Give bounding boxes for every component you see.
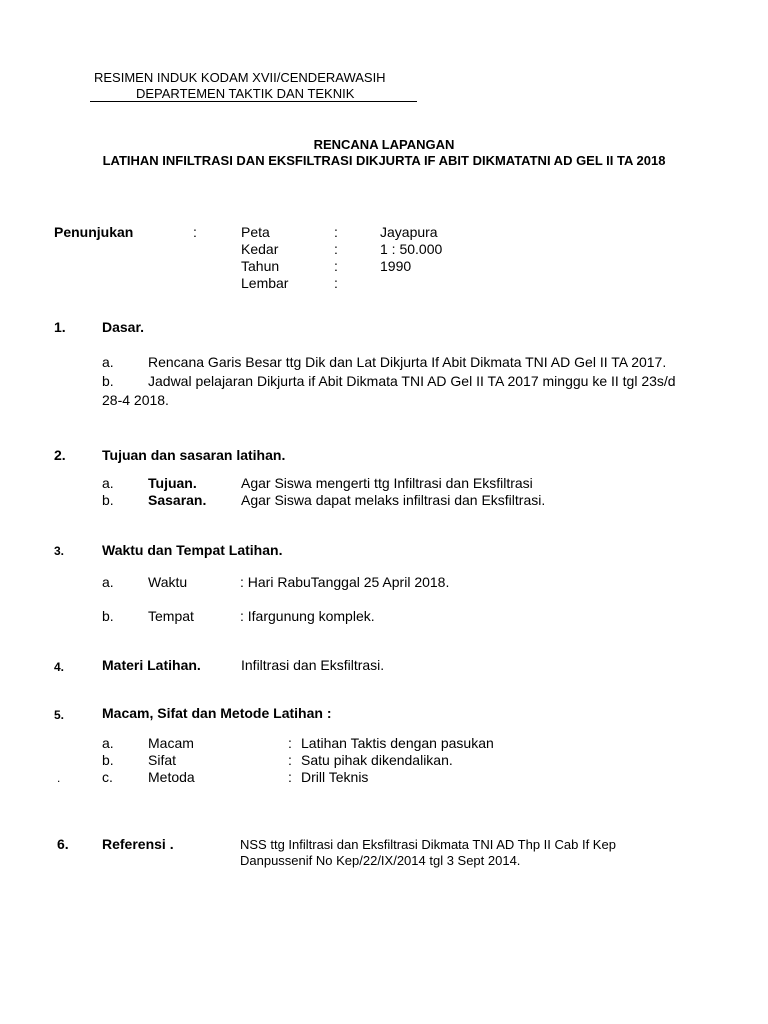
section-5a-letter: a. (102, 735, 114, 751)
section-4-number: 4. (54, 660, 65, 674)
section-1a-text: Rencana Garis Besar ttg Dik dan Lat Dikjurta If Abit Dikmata TNI AD Gel II TA 2017. (148, 354, 667, 370)
section-2b-text: Agar Siswa dapat melaks infiltrasi dan Eksfiltrasi. (241, 492, 546, 508)
section-4-title: Materi Latihan. (102, 657, 201, 673)
penunjukan-colon: : (193, 224, 197, 240)
peta-colon: : (334, 224, 338, 240)
tahun-label: Tahun (241, 258, 280, 274)
section-3b-letter: b. (102, 608, 114, 624)
section-3a-label: Waktu (148, 574, 188, 590)
header-underline (90, 101, 417, 102)
tahun-colon: : (334, 258, 338, 274)
lembar-colon: : (334, 275, 338, 291)
section-5a-colon: : (288, 735, 292, 751)
stray-dot: . (57, 771, 61, 785)
section-3-number: 3. (54, 544, 65, 558)
org-line-2: DEPARTEMEN TAKTIK DAN TEKNIK (136, 86, 355, 101)
lembar-label: Lembar (241, 275, 289, 291)
section-5b-colon: : (288, 752, 292, 768)
section-5a-label: Macam (148, 735, 194, 751)
section-6-number: 6. (57, 836, 69, 852)
section-2a-letter: a. (102, 475, 114, 491)
section-2-number: 2. (54, 447, 66, 463)
section-6-text-1: NSS ttg Infiltrasi dan Eksfiltrasi Dikmata TNI AD Thp II Cab If Kep (240, 837, 616, 852)
kedar-colon: : (334, 241, 338, 257)
section-1b-letter: b. (102, 373, 114, 389)
penunjukan-label: Penunjukan (54, 224, 134, 240)
kedar-label: Kedar (241, 241, 279, 257)
section-1-title: Dasar. (102, 319, 145, 335)
doc-title: RENCANA LAPANGAN (313, 137, 455, 152)
peta-label: Peta (241, 224, 270, 240)
section-5c-colon: : (288, 769, 292, 785)
kedar-value: 1 : 50.000 (380, 241, 443, 257)
section-3-title: Waktu dan Tempat Latihan. (102, 542, 283, 558)
section-6-text-2: Danpussenif No Kep/22/IX/2014 tgl 3 Sept 2014. (240, 853, 521, 868)
section-3b-text: : Ifargunung komplek. (240, 608, 375, 624)
section-6-title: Referensi . (102, 836, 174, 852)
section-3b-label: Tempat (148, 608, 194, 624)
section-5b-value: Satu pihak dikendalikan. (301, 752, 453, 768)
section-3a-text: : Hari RabuTanggal 25 April 2018. (240, 574, 450, 590)
section-5b-letter: b. (102, 752, 114, 768)
org-line-1: RESIMEN INDUK KODAM XVII/CENDERAWASIH (94, 70, 386, 85)
section-5-title: Macam, Sifat dan Metode Latihan : (102, 705, 332, 721)
section-1b-text-cont: 28-4 2018. (102, 392, 169, 408)
section-5c-value: Drill Teknis (301, 769, 369, 785)
section-1-number: 1. (54, 319, 66, 335)
section-5-number: 5. (54, 708, 65, 722)
section-5a-value: Latihan Taktis dengan pasukan (301, 735, 494, 751)
section-2b-label: Sasaran. (148, 492, 207, 508)
section-2b-letter: b. (102, 492, 114, 508)
section-4-text: Infiltrasi dan Eksfiltrasi. (241, 657, 385, 673)
peta-value: Jayapura (380, 224, 438, 240)
doc-subtitle: LATIHAN INFILTRASI DAN EKSFILTRASI DIKJURTA IF ABIT DIKMATATNI AD GEL II TA 2018 (102, 153, 666, 168)
section-2a-label: Tujuan. (148, 475, 197, 491)
section-2-title: Tujuan dan sasaran latihan. (102, 447, 286, 463)
section-1b-text: Jadwal pelajaran Dikjurta if Abit Dikmata TNI AD Gel II TA 2017 minggu ke II tgl 23s/d (148, 373, 676, 389)
section-5b-label: Sifat (148, 752, 177, 768)
section-5c-label: Metoda (148, 769, 195, 785)
section-3a-letter: a. (102, 574, 114, 590)
tahun-value: 1990 (380, 258, 412, 274)
section-1a-letter: a. (102, 354, 114, 370)
section-2a-text: Agar Siswa mengerti ttg Infiltrasi dan Eksfiltrasi (241, 475, 533, 491)
section-5c-letter: c. (102, 769, 113, 785)
